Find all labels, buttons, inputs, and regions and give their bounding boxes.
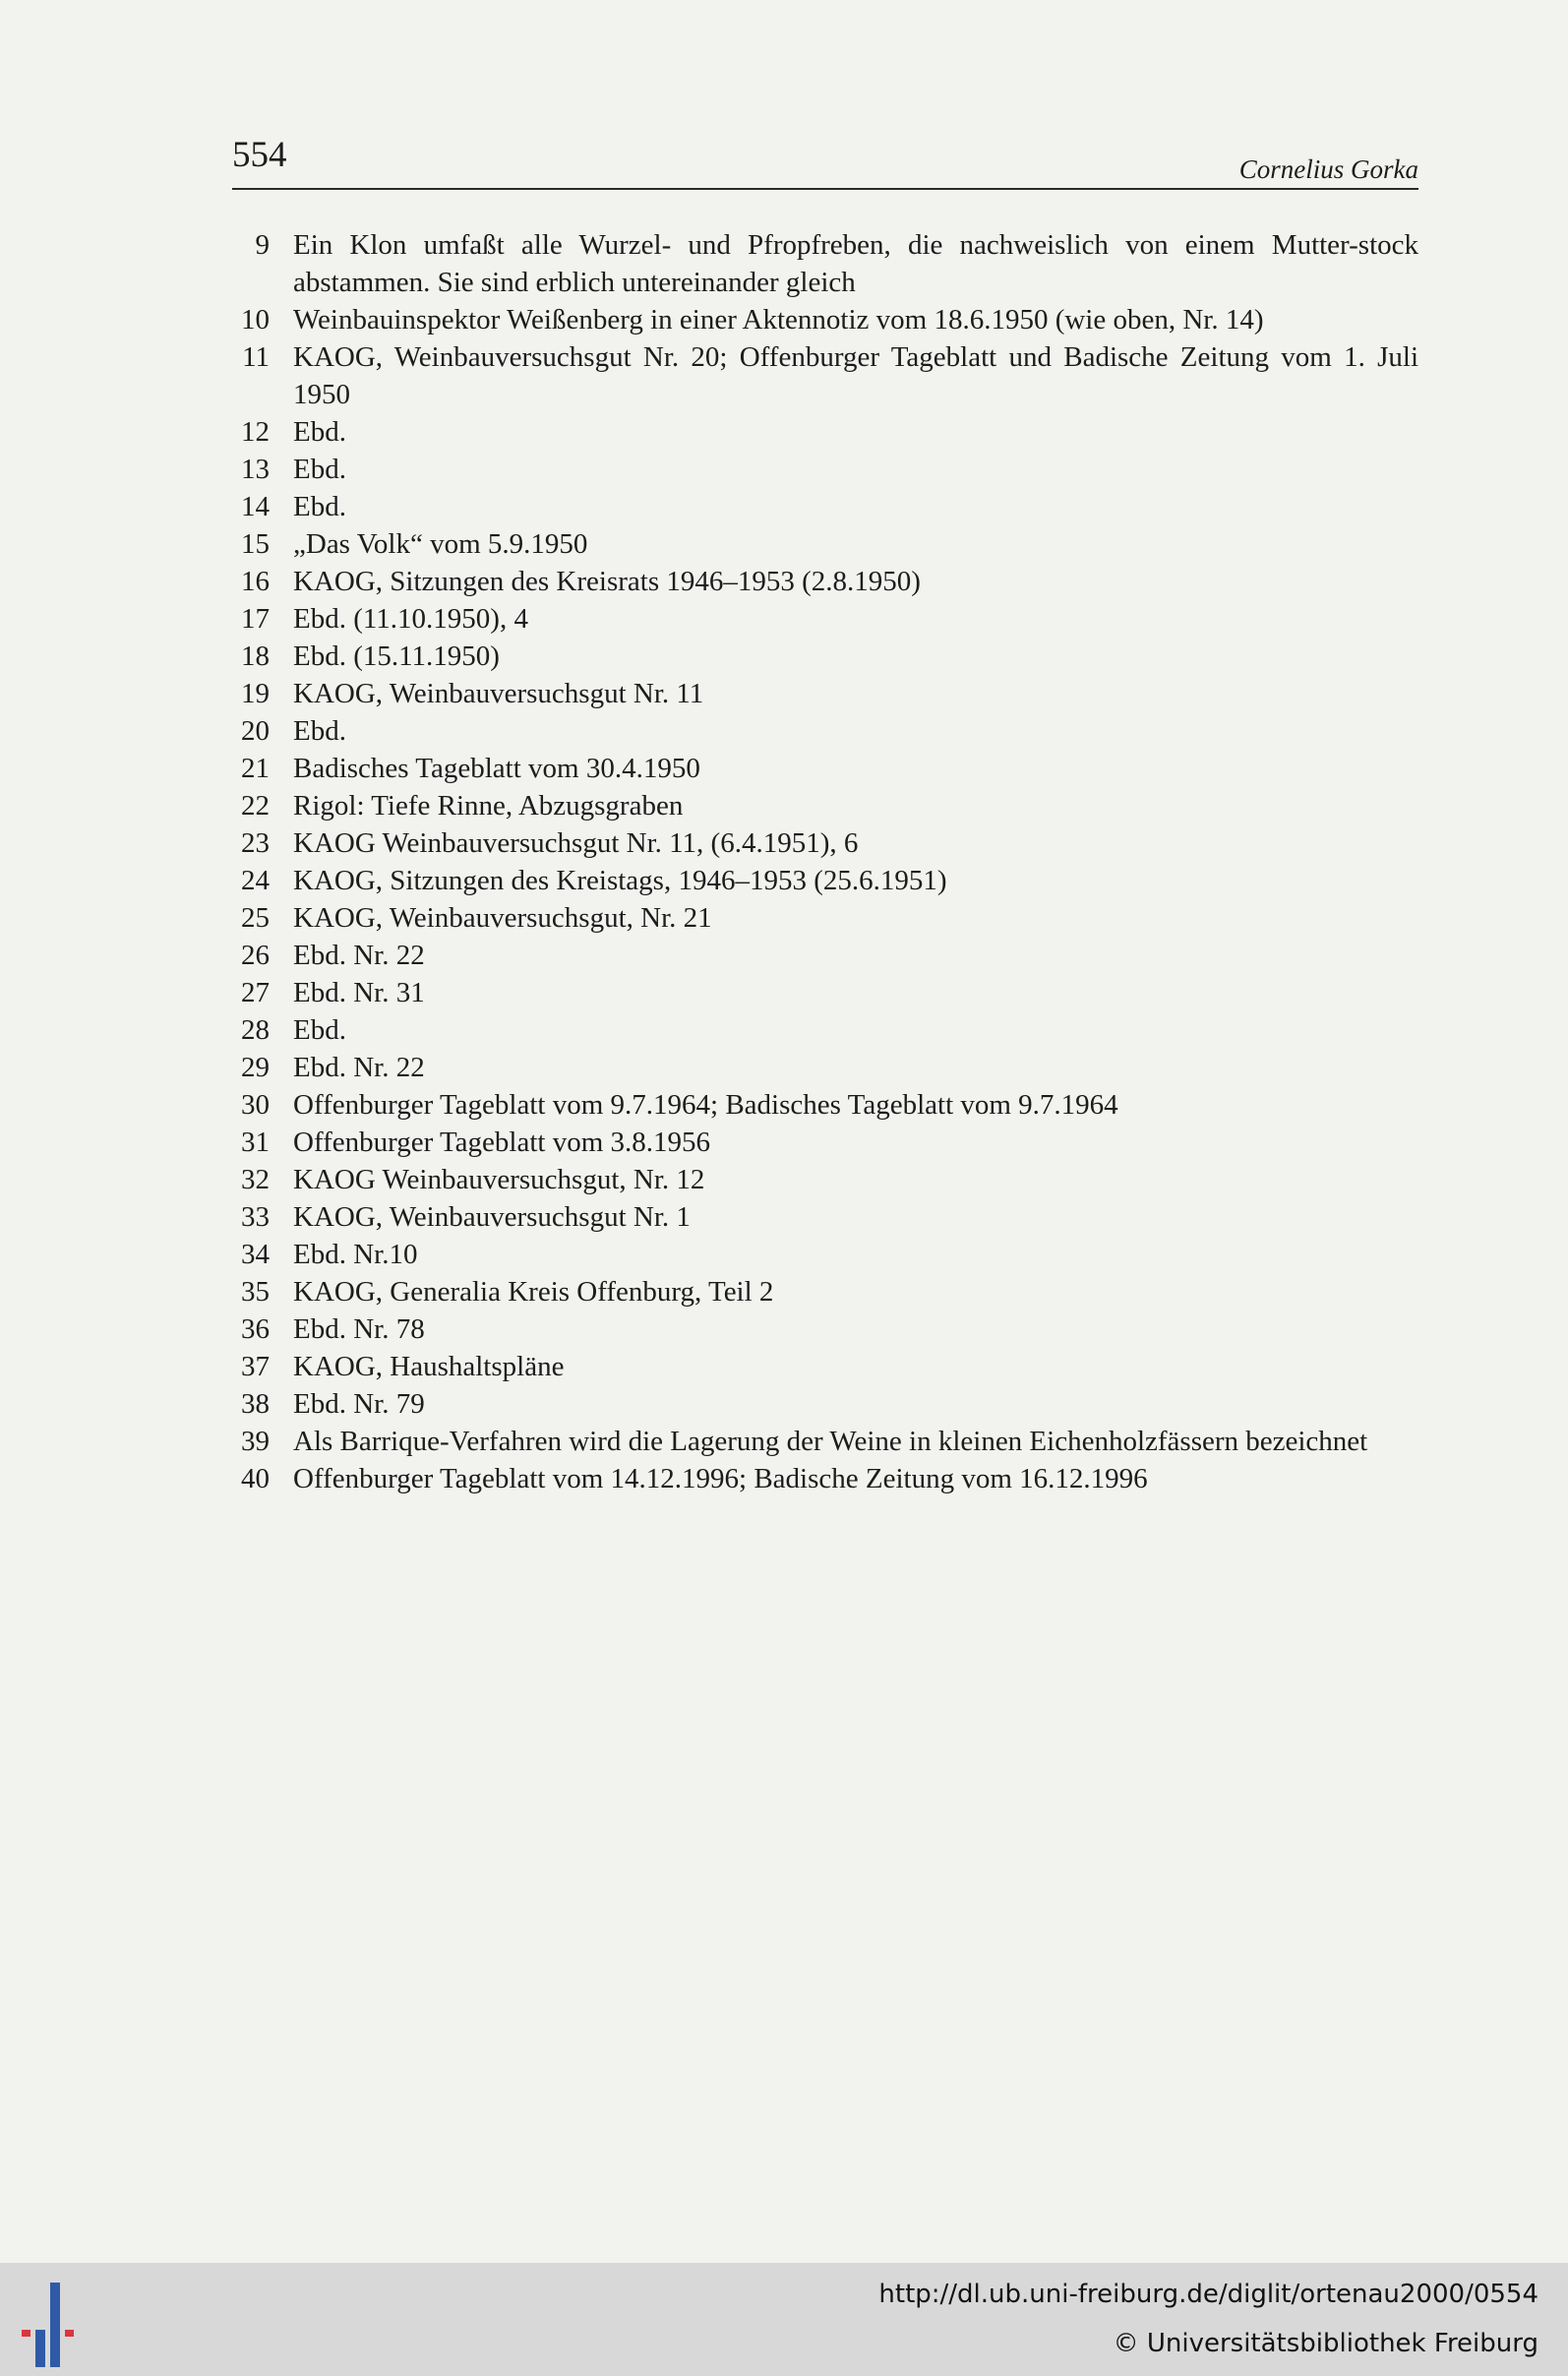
footnote-number: 18 <box>241 640 270 672</box>
footnote-number: 32 <box>241 1164 270 1195</box>
footnote-text: KAOG Weinbauversuchsgut Nr. 11, (6.4.1951), 6 <box>293 827 859 859</box>
footnote-text: KAOG, Weinbauversuchsgut Nr. 1 <box>293 1201 691 1233</box>
footnote-number: 34 <box>241 1239 270 1270</box>
footnote-item <box>216 1348 1418 1385</box>
digital-library-link[interactable]: http://dl.ub.uni-freiburg.de/diglit/ortenau2000/0554 <box>878 2280 1538 2309</box>
footnote-item <box>216 712 1418 750</box>
footnote-number: 20 <box>241 715 270 747</box>
footnote-text: Ebd. <box>293 416 346 448</box>
footnote-item <box>216 226 1418 301</box>
footnote-text: Ebd. <box>293 454 346 485</box>
footnote-text: KAOG, Haushaltspläne <box>293 1351 565 1382</box>
footnote-text: Ebd. Nr.10 <box>293 1239 418 1270</box>
footnote-item <box>216 563 1418 600</box>
footnote-number: 37 <box>241 1351 270 1382</box>
footnote-item <box>216 525 1418 563</box>
footnote-text: Ebd. (15.11.1950) <box>293 640 500 672</box>
footnote-item <box>216 1385 1418 1423</box>
footnote-text: KAOG, Weinbauversuchsgut Nr. 20; Offenburger Tageblatt und Badische Zeitung vom 1. Juli 1950 <box>293 341 1418 410</box>
footnote-item <box>216 862 1418 899</box>
header-rule <box>232 188 1418 190</box>
footnote-text: KAOG Weinbauversuchsgut, Nr. 12 <box>293 1164 705 1195</box>
footnote-text: Ein Klon umfaßt alle Wurzel- und Pfropfreben, die nachweislich von einem Mutter-stock abstammen. Sie sind erblich untereinander gleich <box>293 229 1418 298</box>
footnote-text: KAOG, Weinbauversuchsgut Nr. 11 <box>293 678 704 709</box>
footnote-text: KAOG, Sitzungen des Kreistags, 1946–1953 (25.6.1951) <box>293 865 947 896</box>
footnote-item <box>216 1049 1418 1086</box>
footnote-number: 33 <box>241 1201 270 1233</box>
footnote-text: Ebd. <box>293 715 346 747</box>
footnote-text: Offenburger Tageblatt vom 14.12.1996; Badische Zeitung vom 16.12.1996 <box>293 1463 1148 1494</box>
footnote-item <box>216 1124 1418 1161</box>
footnote-number: 11 <box>242 341 270 373</box>
footnote-item <box>216 1236 1418 1273</box>
footnote-item <box>216 301 1418 338</box>
footnote-item <box>216 600 1418 638</box>
footnote-number: 30 <box>241 1089 270 1121</box>
footnote-number: 38 <box>241 1388 270 1420</box>
footnote-text: Rigol: Tiefe Rinne, Abzugsgraben <box>293 790 684 822</box>
running-head-author: Cornelius Gorka <box>1238 154 1418 184</box>
footnote-number: 36 <box>241 1313 270 1345</box>
footnote-number: 15 <box>241 528 270 560</box>
footnote-item <box>216 413 1418 451</box>
footnote-text: Badisches Tageblatt vom 30.4.1950 <box>293 753 700 784</box>
footnote-number: 31 <box>241 1127 270 1158</box>
footnote-item <box>216 1161 1418 1198</box>
footnote-number: 22 <box>241 790 270 822</box>
footnote-number: 35 <box>241 1276 270 1308</box>
footnote-text: Weinbauinspektor Weißenberg in einer Aktennotiz vom 18.6.1950 (wie oben, Nr. 14) <box>293 304 1264 335</box>
footnote-item <box>216 675 1418 712</box>
footnote-item <box>216 1310 1418 1348</box>
footnote-number: 24 <box>241 865 270 896</box>
ub-freiburg-logo-icon[interactable] <box>20 2281 102 2369</box>
footnote-text: KAOG, Generalia Kreis Offenburg, Teil 2 <box>293 1276 774 1308</box>
footnote-text: Ebd. <box>293 491 346 522</box>
footnote-list <box>216 226 1418 1497</box>
footnote-item <box>216 1460 1418 1497</box>
footnote-text: Ebd. <box>293 1014 346 1046</box>
footnote-number: 16 <box>241 566 270 597</box>
copyright-notice: © Universitätsbibliothek Freiburg <box>1113 2329 1538 2358</box>
footnote-item <box>216 787 1418 824</box>
footnote-item <box>216 638 1418 675</box>
footnote-number: 14 <box>241 491 270 522</box>
footnote-number: 29 <box>241 1052 270 1083</box>
page-header <box>232 134 1418 189</box>
footnote-item <box>216 899 1418 937</box>
footnote-item <box>216 937 1418 974</box>
footnote-number: 21 <box>241 753 270 784</box>
footnote-item <box>216 1011 1418 1049</box>
footnote-text: Offenburger Tageblatt vom 3.8.1956 <box>293 1127 711 1158</box>
footnote-number: 40 <box>241 1463 270 1494</box>
footnote-text: KAOG, Sitzungen des Kreisrats 1946–1953 (2.8.1950) <box>293 566 921 597</box>
footnote-item <box>216 750 1418 787</box>
footnote-number: 10 <box>241 304 270 335</box>
footnote-number: 9 <box>255 229 270 261</box>
page-number: 554 <box>232 135 287 175</box>
footnote-text: „Das Volk“ vom 5.9.1950 <box>293 528 588 560</box>
footnote-number: 28 <box>241 1014 270 1046</box>
footnote-item <box>216 974 1418 1011</box>
footnote-text: Ebd. Nr. 31 <box>293 977 425 1008</box>
footnote-number: 12 <box>241 416 270 448</box>
footnote-number: 27 <box>241 977 270 1008</box>
footnote-item <box>216 338 1418 413</box>
footnote-item <box>216 1273 1418 1310</box>
footnote-text: Ebd. Nr. 22 <box>293 940 425 971</box>
footnote-number: 26 <box>241 940 270 971</box>
footnote-text: Ebd. Nr. 79 <box>293 1388 425 1420</box>
footnote-number: 23 <box>241 827 270 859</box>
footnote-item <box>216 1086 1418 1124</box>
footnote-text: Ebd. Nr. 78 <box>293 1313 425 1345</box>
footnote-item <box>216 451 1418 488</box>
footnote-number: 17 <box>241 603 270 635</box>
footnote-text: Als Barrique-Verfahren wird die Lagerung der Weine in kleinen Eichenholzfässern bezeichnet <box>293 1426 1368 1457</box>
footnote-number: 39 <box>241 1426 270 1457</box>
footnote-text: Offenburger Tageblatt vom 9.7.1964; Badisches Tageblatt vom 9.7.1964 <box>293 1089 1118 1121</box>
footnote-item <box>216 488 1418 525</box>
footnote-text: Ebd. (11.10.1950), 4 <box>293 603 528 635</box>
footnote-item <box>216 1423 1418 1460</box>
footnote-text: Ebd. Nr. 22 <box>293 1052 425 1083</box>
footnote-number: 13 <box>241 454 270 485</box>
footnote-number: 25 <box>241 902 270 934</box>
footnote-item <box>216 824 1418 862</box>
footnote-item <box>216 1198 1418 1236</box>
footnote-number: 19 <box>241 678 270 709</box>
footnote-text: KAOG, Weinbauversuchsgut, Nr. 21 <box>293 902 712 934</box>
